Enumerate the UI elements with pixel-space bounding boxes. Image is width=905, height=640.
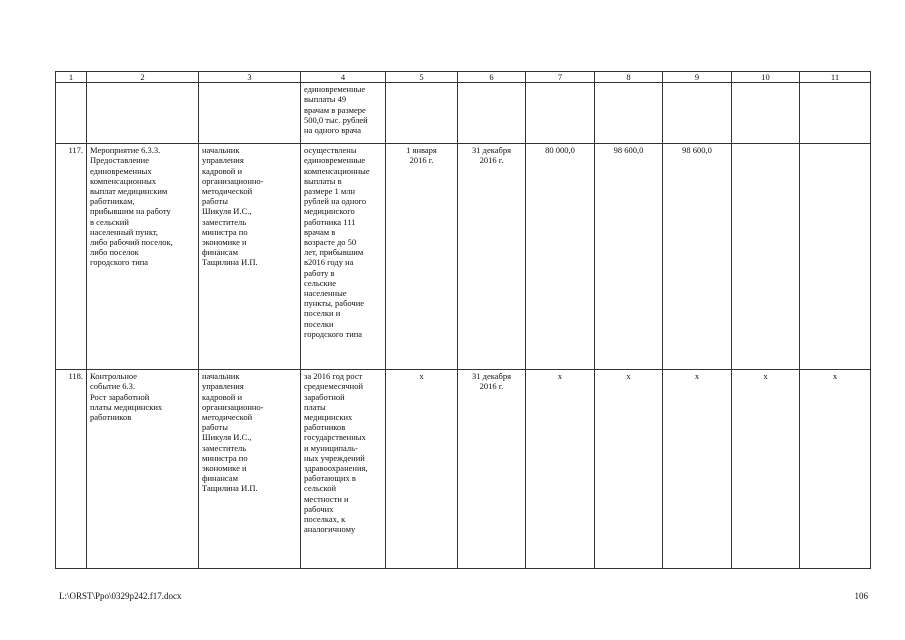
activity-name-cell bbox=[87, 83, 199, 144]
value-cell bbox=[732, 144, 800, 370]
value-cell bbox=[526, 83, 595, 144]
value-cell: 80 000,0 bbox=[526, 144, 595, 370]
row-number-cell: 118. bbox=[56, 370, 87, 569]
responsible-cell bbox=[199, 83, 301, 144]
column-number: 4 bbox=[301, 72, 386, 83]
column-number: 3 bbox=[199, 72, 301, 83]
value-cell: 98 600,0 bbox=[595, 144, 663, 370]
column-number: 8 bbox=[595, 72, 663, 83]
start-date-cell: 1 января 2016 г. bbox=[386, 144, 458, 370]
column-number: 11 bbox=[800, 72, 871, 83]
column-number: 1 bbox=[56, 72, 87, 83]
value-cell bbox=[663, 83, 732, 144]
column-number: 7 bbox=[526, 72, 595, 83]
end-date-cell: 31 декабря 2016 г. bbox=[458, 370, 526, 569]
expected-result-cell: единовременные выплаты 49 врачам в размере 500,0 тыс. рублей на одного врача bbox=[301, 83, 386, 144]
end-date-cell bbox=[458, 83, 526, 144]
start-date-cell: х bbox=[386, 370, 458, 569]
column-number: 2 bbox=[87, 72, 199, 83]
value-cell bbox=[800, 144, 871, 370]
column-number: 9 bbox=[663, 72, 732, 83]
value-cell bbox=[732, 83, 800, 144]
footer-file-path: L:\ORST\Ppo\0329p242.f17.docx bbox=[59, 591, 182, 601]
end-date-cell: 31 декабря 2016 г. bbox=[458, 144, 526, 370]
column-number: 5 bbox=[386, 72, 458, 83]
value-cell: х bbox=[526, 370, 595, 569]
value-cell: х bbox=[732, 370, 800, 569]
activity-name-cell: Контрольное событие 6.3. Рост заработной платы медицинских работников bbox=[87, 370, 199, 569]
footer-page-number: 106 bbox=[854, 591, 868, 601]
responsible-cell: начальник управления кадровой и организационно- методической работы Шикуля И.С., заместитель министра по экономике и финансам Тащилина И.П. bbox=[199, 370, 301, 569]
column-number-row bbox=[56, 72, 871, 83]
row-number-cell: 117. bbox=[56, 144, 87, 370]
table-row-continuation bbox=[56, 83, 871, 144]
table-row-117 bbox=[56, 144, 871, 370]
start-date-cell bbox=[386, 83, 458, 144]
value-cell: 98 600,0 bbox=[663, 144, 732, 370]
value-cell: х bbox=[595, 370, 663, 569]
activity-name-cell: Мероприятие 6.3.3. Предоставление единовременных компенсационных выплат медицинским работникам, прибывшим на работу в сельский населенный пункт, либо рабочий поселок, либо поселок городского типа bbox=[87, 144, 199, 370]
column-number: 10 bbox=[732, 72, 800, 83]
value-cell: х bbox=[663, 370, 732, 569]
value-cell bbox=[595, 83, 663, 144]
value-cell bbox=[800, 83, 871, 144]
column-number: 6 bbox=[458, 72, 526, 83]
plan-table bbox=[55, 71, 871, 569]
row-number-cell bbox=[56, 83, 87, 144]
expected-result-cell: за 2016 год рост среднемесячной заработной платы медицинских работников государственных и муниципаль- ных учреждений здравоохранения, работающих в сельской местности и рабочих поселках, к аналогичному bbox=[301, 370, 386, 569]
expected-result-cell: осуществлены единовременные компенсационные выплаты в размере 1 млн рублей на одного медицинского работника 111 врачам в возрасте до 50 лет, прибывшим в2016 году на работу в сельские населенные пункты, рабочие поселки и поселки городского типа bbox=[301, 144, 386, 370]
table-row-118 bbox=[56, 370, 871, 569]
value-cell: х bbox=[800, 370, 871, 569]
responsible-cell: начальник управления кадровой и организационно- методической работы Шикуля И.С., заместитель министра по экономике и финансам Тащилина И.П. bbox=[199, 144, 301, 370]
